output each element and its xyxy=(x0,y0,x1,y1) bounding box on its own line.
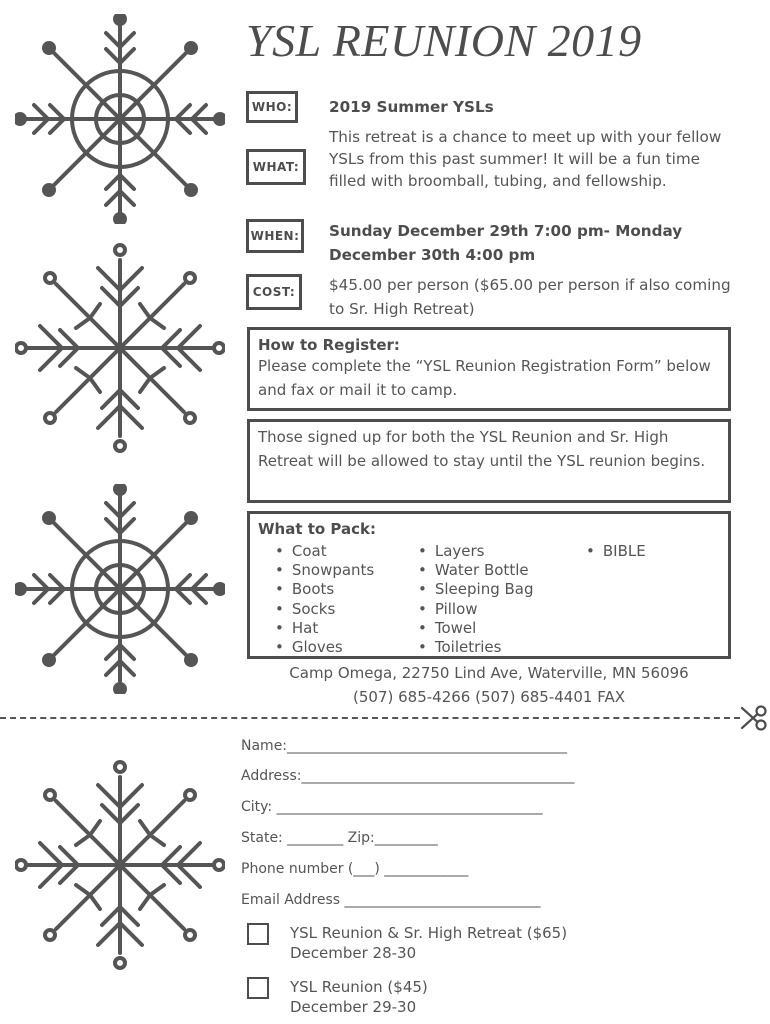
email-field[interactable]: Email Address ____________________________ xyxy=(241,892,541,908)
list-item: • Coat xyxy=(275,542,374,561)
register-heading: How to Register: xyxy=(258,336,400,354)
list-item: • Water Bottle xyxy=(418,561,534,580)
list-item: • Boots xyxy=(275,580,374,599)
option2-checkbox[interactable] xyxy=(247,977,269,999)
name-field[interactable]: Name:________________________________________ xyxy=(241,738,568,754)
list-item: • Pillow xyxy=(418,600,534,619)
register-box xyxy=(247,327,731,411)
who-text: 2019 Summer YSLs xyxy=(329,98,494,116)
snowflake-icon xyxy=(15,14,225,224)
what-text: This retreat is a chance to meet up with your fellow YSLs from this past summer! It will be a fun time filled with broomball, tubing, and fellowship. xyxy=(329,128,722,190)
list-item: • BIBLE xyxy=(586,542,646,561)
when-text: Sunday December 29th 7:00 pm- Monday December 30th 4:00 pm xyxy=(329,222,683,264)
list-item: • Towel xyxy=(418,619,534,638)
list-item: • Toiletries xyxy=(418,638,534,657)
register-text: Please complete the “YSL Reunion Registration Form” below and fax or mail it to camp. xyxy=(258,357,711,399)
pack-box xyxy=(247,511,731,659)
camp-phones: (507) 685-4266 (507) 685-4401 FAX xyxy=(353,688,625,706)
list-item: • Snowpants xyxy=(275,561,374,580)
list-item: • Gloves xyxy=(275,638,374,657)
option2-dates: December 29-30 xyxy=(290,998,417,1016)
state-zip-field[interactable]: State: ________ Zip:_________ xyxy=(241,830,438,846)
pack-list-col1 xyxy=(275,542,374,657)
snowflake-icon xyxy=(15,760,225,970)
list-item: • Sleeping Bag xyxy=(418,580,534,599)
option1-dates: December 28-30 xyxy=(290,944,417,962)
pack-heading: What to Pack: xyxy=(258,520,377,538)
when-tag: WHEN: xyxy=(246,219,304,253)
option1-checkbox[interactable] xyxy=(247,923,269,945)
page-title: YSL REUNION 2019 xyxy=(246,15,642,66)
list-item: • Hat xyxy=(275,619,374,638)
option1-label: YSL Reunion & Sr. High Retreat ($65) xyxy=(290,924,568,942)
list-item: • Layers xyxy=(418,542,534,561)
phone-field[interactable]: Phone number (___) ____________ xyxy=(241,861,469,877)
snowflake-icon xyxy=(15,484,225,694)
scissors-icon xyxy=(740,704,768,732)
pack-list-col3 xyxy=(586,542,646,561)
who-tag: WHO: xyxy=(246,91,298,123)
note-box xyxy=(247,419,731,503)
camp-address: Camp Omega, 22750 Lind Ave, Waterville, MN 56096 xyxy=(289,664,689,682)
note-text: Those signed up for both the YSL Reunion and Sr. High Retreat will be allowed to stay until the YSL reunion begins. xyxy=(258,428,706,470)
what-tag: WHAT: xyxy=(246,149,306,185)
address-field[interactable]: Address:_______________________________________ xyxy=(241,768,575,784)
pack-list-col2 xyxy=(418,542,534,657)
cut-line xyxy=(0,717,740,719)
list-item: • Socks xyxy=(275,600,374,619)
cost-text: $45.00 per person ($65.00 per person if also coming to Sr. High Retreat) xyxy=(329,276,731,318)
city-field[interactable]: City: ______________________________________ xyxy=(241,799,543,815)
snowflake-icon xyxy=(15,243,225,453)
option2-label: YSL Reunion ($45) xyxy=(290,978,428,996)
cost-tag: COST: xyxy=(246,274,302,310)
